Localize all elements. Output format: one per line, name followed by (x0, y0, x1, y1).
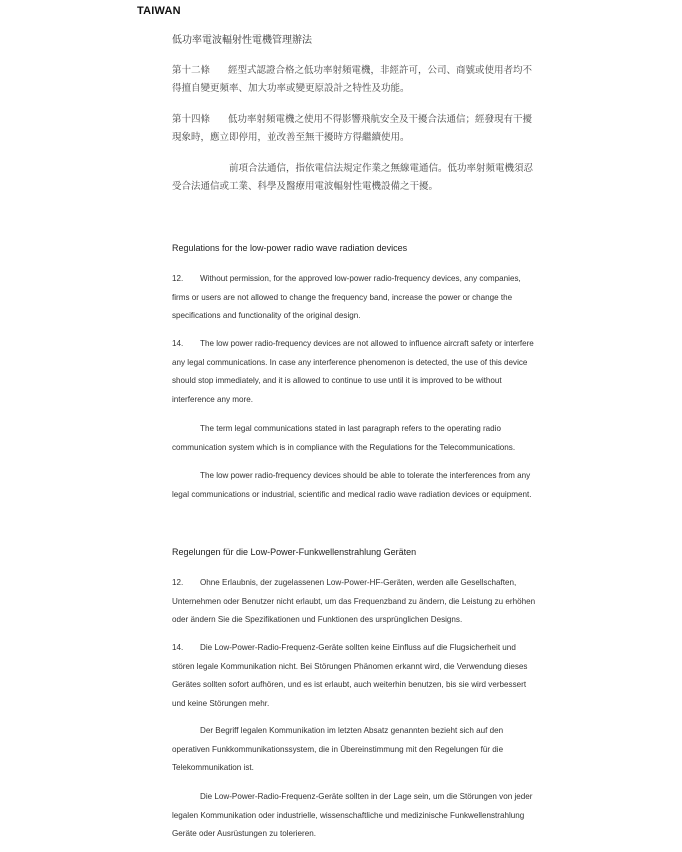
chinese-article-14-text: 低功率射頻電機之使用不得影響飛航安全及干擾合法通信；經發現有干擾現象時，應立即停用，並改善至無干擾時方得繼續使用。 (172, 114, 533, 143)
english-paragraph-12-number: 12. (172, 274, 184, 283)
country-heading: TAIWAN (137, 5, 181, 17)
german-paragraph-12 (172, 574, 538, 630)
english-paragraph-14-number: 14. (172, 339, 184, 348)
english-paragraph-term-text: The term legal communications stated in last paragraph refers to the operating radio communication system which is in compliance with the Regulations for the Telecommunications. (172, 424, 516, 452)
german-paragraph-14 (172, 639, 538, 713)
german-section-title: Regelungen für die Low-Power-Funkwellenstrahlung Geräten (172, 547, 417, 557)
german-paragraph-12-number: 12. (172, 578, 184, 587)
german-paragraph-tolerate (172, 788, 538, 844)
chinese-article-14 (172, 111, 538, 147)
english-paragraph-12-text: Without permission, for the approved low-power radio-frequency devices, any companies, firms or users are not allowed to change the frequency band, increase the power or change the specifications and functionality of the original design. (172, 274, 521, 320)
chinese-article-12-number: 第十二條 (172, 65, 211, 76)
chinese-article-14-paragraph-2 (172, 160, 538, 196)
chinese-article-14-number: 第十四條 (172, 114, 211, 125)
english-paragraph-term (172, 420, 538, 457)
chinese-section-title: 低功率電波輻射性電機管理辦法 (172, 35, 312, 46)
english-paragraph-14 (172, 335, 538, 409)
german-paragraph-14-number: 14. (172, 643, 184, 652)
german-paragraph-tolerate-text: Die Low-Power-Radio-Frequenz-Geräte sollten in der Lage sein, um die Störungen von jeder legalen Kommunikation oder industrielle, wissenschaftliche und medizinische Funkwellenstrahlung Geräte oder Ausrüstungen zu tolerieren. (172, 792, 533, 838)
english-paragraph-14-text: The low power radio-frequency devices are not allowed to influence aircraft safety or interfere any legal communications. In case any interference phenomenon is detected, the use of this device should stop immediately, and it is allowed to continue to use until it is improved to be without interference any more. (172, 339, 534, 404)
german-paragraph-term (172, 722, 538, 778)
chinese-article-12-text: 經型式認證合格之低功率射頻電機，非經許可，公司、商號或使用者均不得擅自變更頻率、加大功率或變更原設計之特性及功能。 (172, 65, 533, 94)
german-paragraph-12-text: Ohne Erlaubnis, der zugelassenen Low-Power-HF-Geräten, werden alle Gesellschaften, Unternehmen oder Benutzer nicht erlaubt, um das Frequenzband zu ändern, die Leistung zu erhöhen oder ändern Sie die Spezifikationen und Funktionen des ursprünglichen Designs. (172, 578, 536, 624)
english-paragraph-12 (172, 270, 538, 326)
english-section-title: Regulations for the low-power radio wave radiation devices (172, 243, 408, 253)
german-paragraph-14-text: Die Low-Power-Radio-Frequenz-Geräte sollten keine Einfluss auf die Flugsicherheit und stören legale Kommunikation nicht. Bei Störungen Phänomen erkannt wird, die Verwendung dieses Gerätes sollten sofort aufhören, und es ist erlaubt, auch weiterhin benutzen, bis sie wird verbessert und keine Störungen mehr. (172, 643, 528, 708)
german-paragraph-term-text: Der Begriff legalen Kommunikation im letzten Absatz genannten bezieht sich auf den operativen Funkkommunikationssystem, die in Übereinstimmung mit den Regelungen für die Telekommunikation ist. (172, 726, 504, 772)
chinese-article-14-paragraph-2-text: 前項合法通信，指依電信法規定作業之無線電通信。低功率射頻電機須忍受合法通信或工業、科學及醫療用電波輻射性電機設備之干擾。 (172, 163, 534, 192)
chinese-article-12 (172, 62, 538, 98)
english-paragraph-tolerate (172, 467, 538, 504)
english-paragraph-tolerate-text: The low power radio-frequency devices should be able to tolerate the interferences from any legal communications or industrial, scientific and medical radio wave radiation devices or equipment. (172, 471, 532, 499)
